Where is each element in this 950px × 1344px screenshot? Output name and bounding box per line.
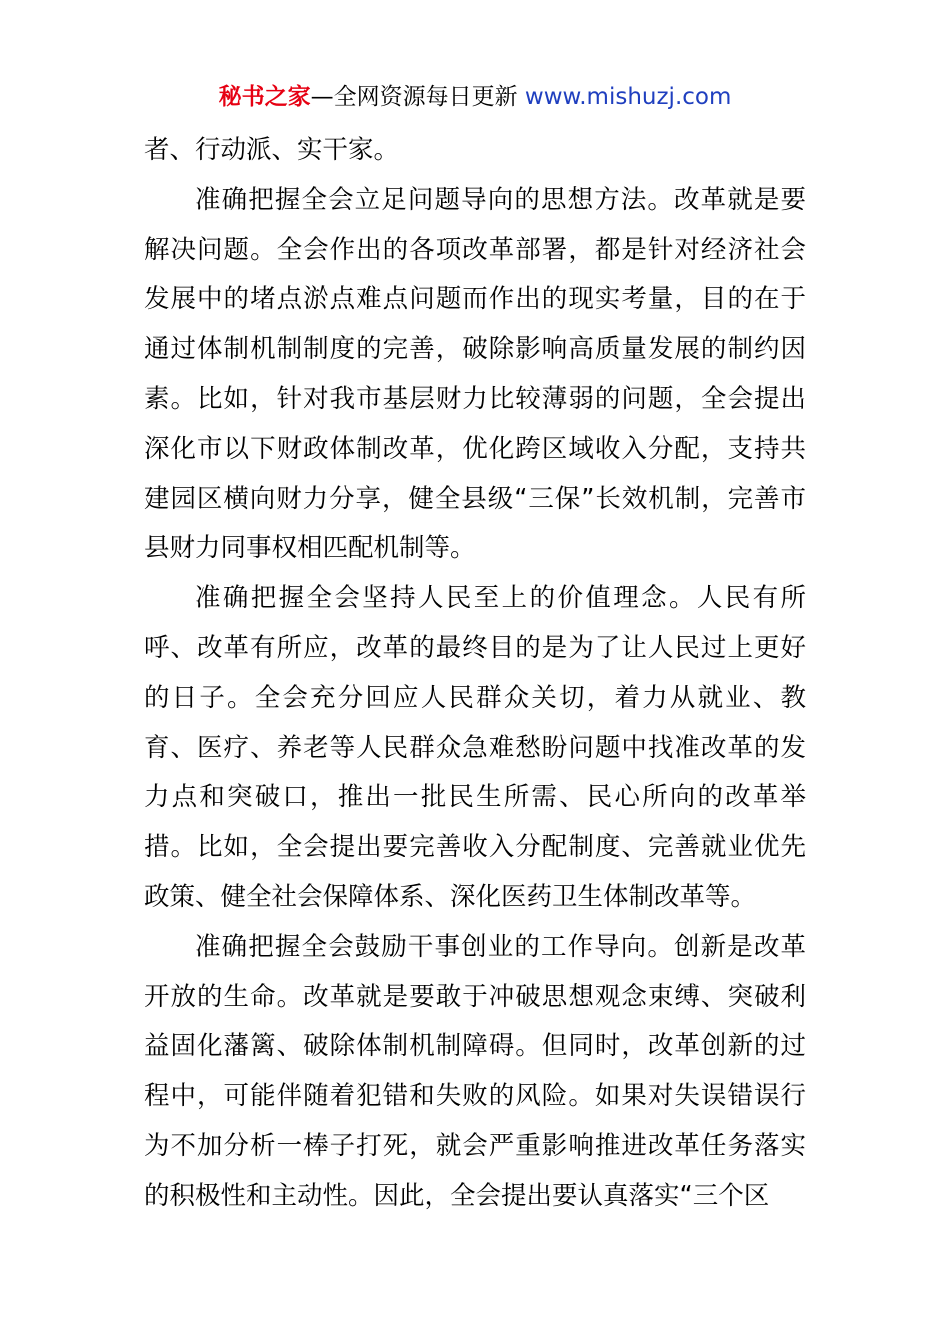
header-tagline: —全网资源每日更新 xyxy=(310,84,518,110)
paragraph-people-first: 准确把握全会坚持人民至上的价值理念。人民有所呼、改革有所应，改革的最终目的是为了让人民过上更好的日子。全会充分回应人民群众关切，着力从就业、教育、医疗、养老等人民群众急难愁盼问题中找准改革的发力点和突破口，推出一批民生所需、民心所向的改革举措。比如，全会提出要完善收入分配制度、完善就业优先政策、健全社会保障体系、深化医药卫生体制改革等。 xyxy=(144,583,806,912)
header-url[interactable]: www.mishuzj.com xyxy=(524,84,732,110)
paragraph-continuation: 者、行动派、实干家。 xyxy=(144,135,400,165)
paragraph-innovation: 准确把握全会鼓励干事创业的工作导向。创新是改革开放的生命。改革就是要敢于冲破思想观念束缚、突破利益固化藩篱、破除体制机制障碍。但同时，改革创新的过程中，可能伴随着犯错和失败的风险。如果对失误错误行为不加分析一棒子打死，就会严重影响推进改革任务落实的积极性和主动性。因此，全会提出要认真落实“三个区 xyxy=(144,931,806,1211)
header-brand: 秘书之家 xyxy=(218,84,311,110)
paragraph-problem-orientation: 准确把握全会立足问题导向的思想方法。改革就是要解决问题。全会作出的各项改革部署，都是针对经济社会发展中的堵点淤点难点问题而作出的现实考量，目的在于通过体制机制制度的完善，破除影响高质量发展的制约因素。比如，针对我市基层财力比较薄弱的问题，全会提出深化市以下财政体制改革，优化跨区域收入分配，支持共建园区横向财力分享，健全县级“三保”长效机制，完善市县财力同事权相匹配机制等。 xyxy=(144,184,806,564)
document-body xyxy=(144,126,806,1222)
page-header xyxy=(0,80,950,114)
